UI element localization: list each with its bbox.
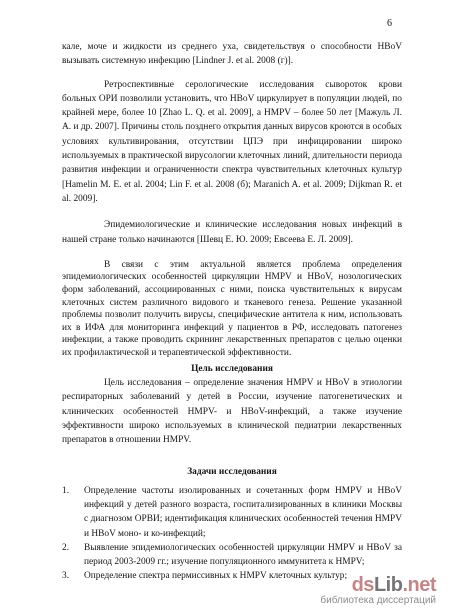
document-body xyxy=(62,40,402,584)
paragraph-epidemiology: Эпидемиологические и клинические исследования новых инфекций в нашей стране только начинаются [Шевц Е. Ю. 2009; Евсеева Е. Л. 2009]. xyxy=(62,220,402,245)
paragraph-retrospective: Ретроспективные серологические исследования сывороток крови больных ОРИ позволили установить, что HBoV циркулирует в популяции людей, по крайней мере, более 10 [Zhao L. Q. et al. 2009], а HMPV – более 50 лет [Мажуль Л. А. и др. 2007]. Причины столь позднего открытия данных вирусов кроются в особых условиях культивирования, отсутствии ЦПЭ при инфицировании широко используемых в практической вирусологии клеточных линий, длительности периода развития инфекции и ограниченности спектра чувствительных клеточных культур [Hamelin M. E. et al. 2004; Lin F. et al. 2008 (б); Maranich A. et al. 2009; Dijkman R. et al. 2009]. xyxy=(62,79,402,204)
task-number: 1. xyxy=(62,485,70,496)
task-text: Определение частоты изолированных и сочетанных форм HMPV и HBoV инфекций у детей разного возраста, госпитализированных в клиники Москвы с диагнозом ОРВИ; идентификация клинических особенностей течения HMPV и HBoV моно- и ко-инфекций; xyxy=(84,485,402,539)
paragraph-continuation: кале, моче и жидкости из среднего уха, свидетельствуя о способности HBoV вызывать системную инфекцию [Lindner J. et al. 2008 (г)]. xyxy=(62,42,402,67)
paragraph-relevance: В связи с этим актуальной является проблема определения эпидемиологических особенностей циркуляции HMPV и HBoV, нозологических форм заболеваний, ассоциированных с ними, поиска чувствительных к вирусам клеточных систем различного видового и тканевого генеза. Решение указанной проблемы позволит получить вирусы, специфические антитела к ним, использовать их в ИФА для мониторинга инфекций у пациентов в РФ, исследовать патогенез инфекции, а также проводить скрининг лекарственных препаратов с целью оценки их профилактической и терапевтической эффективности. xyxy=(62,259,402,359)
logo-net: net xyxy=(407,574,436,596)
heading-tasks: Задачи исследования xyxy=(187,467,277,478)
task-text: Выявление эпидемиологических особенностей циркуляции HMPV и HBoV за период 2003-2009 гг.; изучение популяционного иммунитета к HMPV; xyxy=(84,542,402,568)
tasks-list xyxy=(62,484,402,584)
logo-ds: ds xyxy=(351,574,374,596)
logo-dot: . xyxy=(402,574,408,596)
task-number: 3. xyxy=(62,571,70,582)
task-text: Определение спектра пермиссивных к HMPV клеточных культур; xyxy=(84,571,348,582)
page-number: 6 xyxy=(387,18,392,29)
dslib-watermark xyxy=(302,575,436,609)
logo-lib: Lib xyxy=(373,574,403,596)
dslib-logo xyxy=(352,575,436,595)
watermark-subtitle: библиотека диссертаций xyxy=(320,595,436,606)
task-item xyxy=(62,541,402,570)
task-item xyxy=(62,484,402,541)
heading-goal: Цель исследования xyxy=(191,363,273,374)
task-number: 2. xyxy=(62,542,70,553)
paragraph-goal: Цель исследования – определение значения HMPV и HBoV в этиологии респираторных заболеваний у детей в России, изучение патогенетических и клинических особенностей HMPV- и HBoV-инфекций, а также изучение эффективности широко используемых в клинической педиатрии лекарственных препаратов в отношении HMPV. xyxy=(62,377,402,446)
